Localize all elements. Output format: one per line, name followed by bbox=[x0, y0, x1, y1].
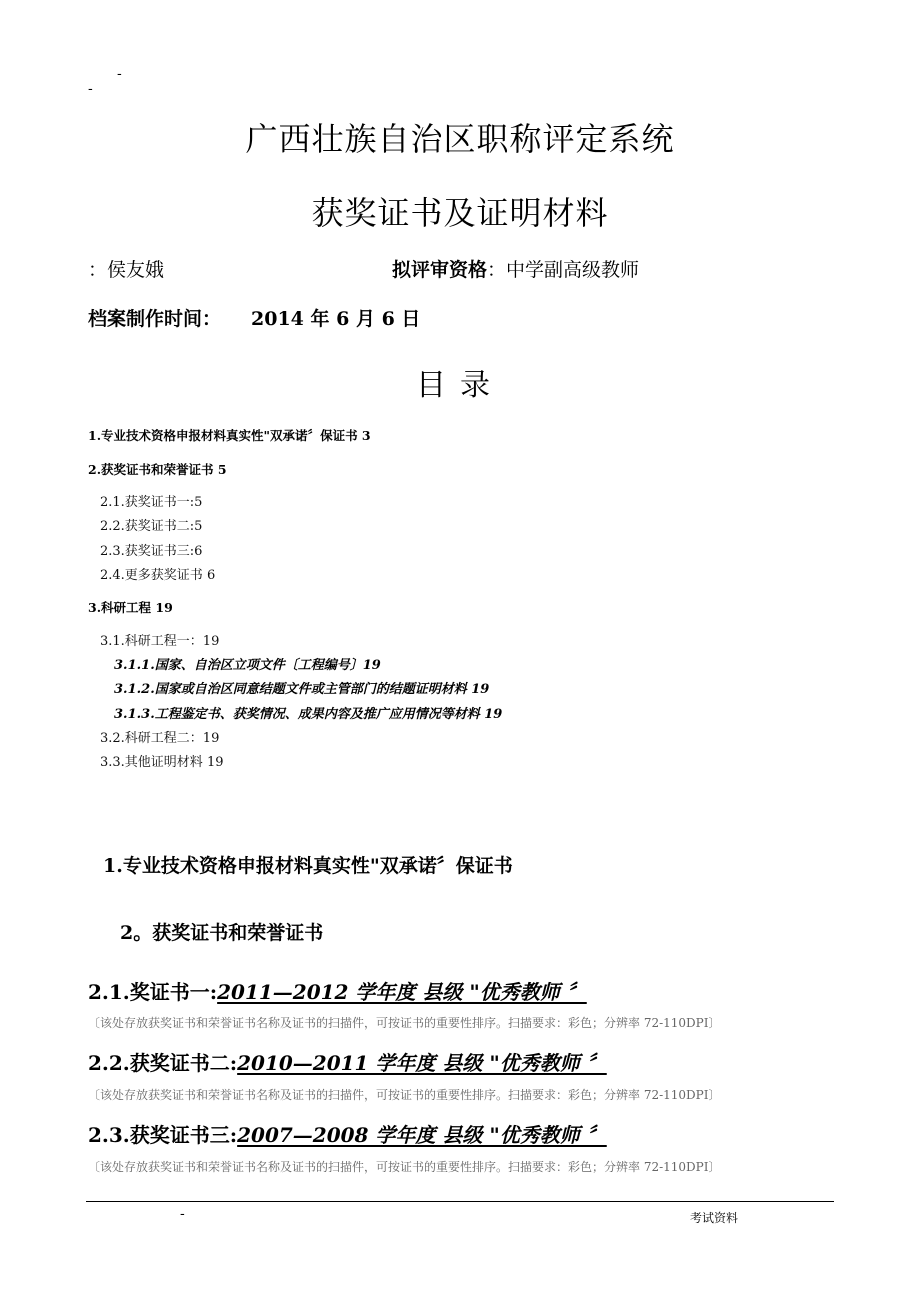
scan-note: 〔该处存放获奖证书和荣誉证书名称及证书的扫描件，可按证书的重要性排序。扫描要求：彩色；分辨率 72-110DPI〕 bbox=[88, 1016, 721, 1030]
toc-item[interactable]: 3.1.2.国家或自治区同意结题文件或主管部门的结题证明材料 19 bbox=[114, 682, 490, 697]
applicant-name bbox=[88, 255, 164, 282]
award-value: 2011—2012 学年度 县级 "优秀教师 〞 bbox=[217, 980, 587, 1004]
award-heading bbox=[88, 1047, 607, 1076]
qualification-label: 拟评审资格 bbox=[392, 259, 488, 281]
toc-item[interactable]: 2.3.获奖证书三:6 bbox=[100, 544, 203, 559]
name-label: ： bbox=[88, 259, 108, 281]
toc-item[interactable]: 1.专业技术资格申报材料真实性"双承诺〞保证书 3 bbox=[88, 428, 371, 443]
header-mark: - bbox=[117, 66, 122, 82]
archive-time bbox=[88, 304, 420, 331]
award-value: 2010—2011 学年度 县级 "优秀教师 〞 bbox=[237, 1051, 607, 1075]
toc-item[interactable]: 3.1.1.国家、自治区立项文件〔工程编号〕19 bbox=[114, 658, 381, 673]
section-heading-2: 2。获奖证书和荣誉证书 bbox=[120, 922, 324, 944]
footer-label: 考试资料 bbox=[690, 1211, 739, 1225]
section-heading-1: 1.专业技术资格申报材料真实性"双承诺〞保证书 bbox=[103, 855, 513, 877]
qualification-value: 中学副高级教师 bbox=[506, 259, 640, 281]
scan-note: 〔该处存放获奖证书和荣誉证书名称及证书的扫描件，可按证书的重要性排序。扫描要求：彩色；分辨率 72-110DPI〕 bbox=[88, 1160, 721, 1174]
document-title: 广西壮族自治区职称评定系统 bbox=[245, 120, 675, 158]
award-label: 2.2.获奖证书二: bbox=[88, 1051, 238, 1075]
footer-rule bbox=[86, 1201, 834, 1202]
toc-item[interactable]: 2.2.获奖证书二:5 bbox=[100, 519, 203, 534]
toc-item[interactable]: 3.1.科研工程一：19 bbox=[100, 634, 220, 649]
toc-item[interactable]: 3.科研工程 19 bbox=[88, 600, 173, 615]
toc-item[interactable]: 2.4.更多获奖证书 6 bbox=[100, 568, 216, 583]
archive-time-value: 2014 年 6 月 6 日 bbox=[251, 308, 421, 330]
scan-note: 〔该处存放获奖证书和荣誉证书名称及证书的扫描件，可按证书的重要性排序。扫描要求：彩色；分辨率 72-110DPI〕 bbox=[88, 1088, 721, 1102]
award-heading bbox=[88, 1119, 607, 1148]
toc-title: 目录 bbox=[416, 368, 504, 403]
award-label: 2.3.获奖证书三: bbox=[88, 1123, 238, 1147]
toc-item[interactable]: 3.3.其他证明材料 19 bbox=[100, 755, 224, 770]
award-heading bbox=[88, 976, 587, 1005]
toc-item[interactable]: 3.1.3.工程鉴定书、获奖情况、成果内容及推广应用情况等材料 19 bbox=[114, 707, 503, 722]
qualification bbox=[392, 255, 639, 282]
qualification-sep: ： bbox=[487, 259, 507, 281]
toc-item[interactable]: 2.获奖证书和荣誉证书 5 bbox=[88, 462, 227, 477]
footer-mark: - bbox=[180, 1206, 185, 1222]
toc-item[interactable]: 3.2.科研工程二：19 bbox=[100, 731, 220, 746]
award-value: 2007—2008 学年度 县级 "优秀教师 〞 bbox=[237, 1123, 607, 1147]
document-subtitle: 获奖证书及证明材料 bbox=[311, 194, 609, 232]
archive-time-label: 档案制作时间： bbox=[88, 308, 222, 330]
header-mark: - bbox=[88, 81, 93, 97]
award-label: 2.1.奖证书一: bbox=[88, 980, 218, 1004]
toc-item[interactable]: 2.1.获奖证书一:5 bbox=[100, 495, 203, 510]
name-value: 侯友娥 bbox=[107, 259, 165, 281]
